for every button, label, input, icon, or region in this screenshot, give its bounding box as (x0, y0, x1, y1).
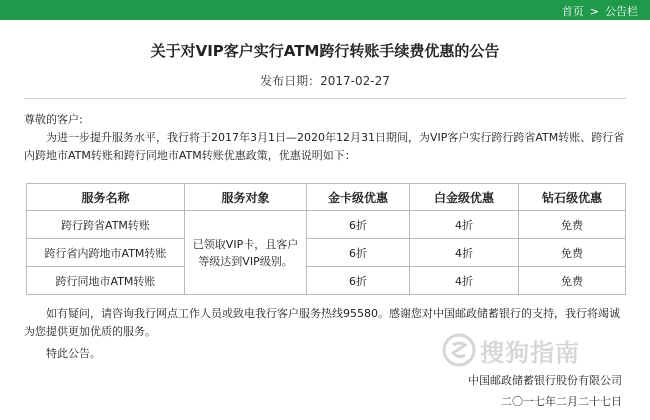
gold-discount-cell: 6折 (307, 239, 410, 267)
sogou-logo-icon (442, 333, 476, 367)
page-title: 关于对VIP客户实行ATM跨行转账手续费优惠的公告 (150, 42, 500, 60)
top-nav-bar (0, 0, 650, 20)
diamond-discount-cell: 免费 (519, 239, 626, 267)
breadcrumb-separator: > (589, 4, 599, 18)
diamond-discount-cell: 免费 (519, 267, 626, 295)
table-header-gold: 金卡级优惠 (307, 184, 410, 211)
service-name-cell: 跨行同地市ATM转账 (27, 267, 185, 295)
platinum-discount-cell: 4折 (410, 211, 519, 239)
table-row (27, 239, 626, 267)
table-header-service: 服务名称 (27, 184, 185, 211)
discount-table (26, 183, 626, 295)
target-customers-cell: 已领取VIP卡，且客户等级达到VIP级别。 (185, 211, 307, 295)
diamond-discount-cell: 免费 (519, 211, 626, 239)
gold-discount-cell: 6折 (307, 211, 410, 239)
watermark-text: 搜狗指南 (480, 338, 580, 367)
breadcrumb-home-link[interactable]: 首页 (561, 5, 584, 18)
intro-paragraph: 为进一步提升服务水平，我行将于2017年3月1日—2020年12月31日期间，为VIP客户实行跨行跨省ATM转账、跨行省内跨地市ATM转账和跨行同地市ATM转账优惠政策，优惠说明如下： (24, 131, 625, 162)
signature-bank: 中国邮政储蓄银行股份有限公司 (468, 374, 622, 387)
publish-date-label: 发布日期： (260, 74, 321, 88)
sogou-watermark (442, 330, 638, 370)
table-header-diamond: 钻石级优惠 (519, 184, 626, 211)
breadcrumb (562, 3, 638, 19)
signature-date: 二〇一七年二月二十七日 (501, 395, 622, 408)
table-header-target: 服务对象 (185, 184, 307, 211)
platinum-discount-cell: 4折 (410, 239, 519, 267)
service-name-cell: 跨行跨省ATM转账 (27, 211, 185, 239)
table-row (27, 267, 626, 295)
publish-date-value: 2017-02-27 (320, 74, 390, 88)
table-row (27, 211, 626, 239)
table-header-row (27, 184, 626, 211)
closing-line: 特此公告。 (46, 347, 101, 360)
salutation: 尊敬的客户: (24, 113, 83, 126)
contact-paragraph: 如有疑问，请咨询我行网点工作人员或致电我行客户服务热线95580。感谢您对中国邮政储蓄银行的支持，我行将竭诚为您提供更加优质的服务。 (24, 307, 620, 338)
service-name-cell: 跨行省内跨地市ATM转账 (27, 239, 185, 267)
gold-discount-cell: 6折 (307, 267, 410, 295)
table-header-platinum: 白金级优惠 (410, 184, 519, 211)
title-divider (24, 98, 626, 99)
breadcrumb-current-link[interactable]: 公告栏 (605, 5, 638, 18)
platinum-discount-cell: 4折 (410, 267, 519, 295)
publish-date-line (0, 72, 650, 89)
